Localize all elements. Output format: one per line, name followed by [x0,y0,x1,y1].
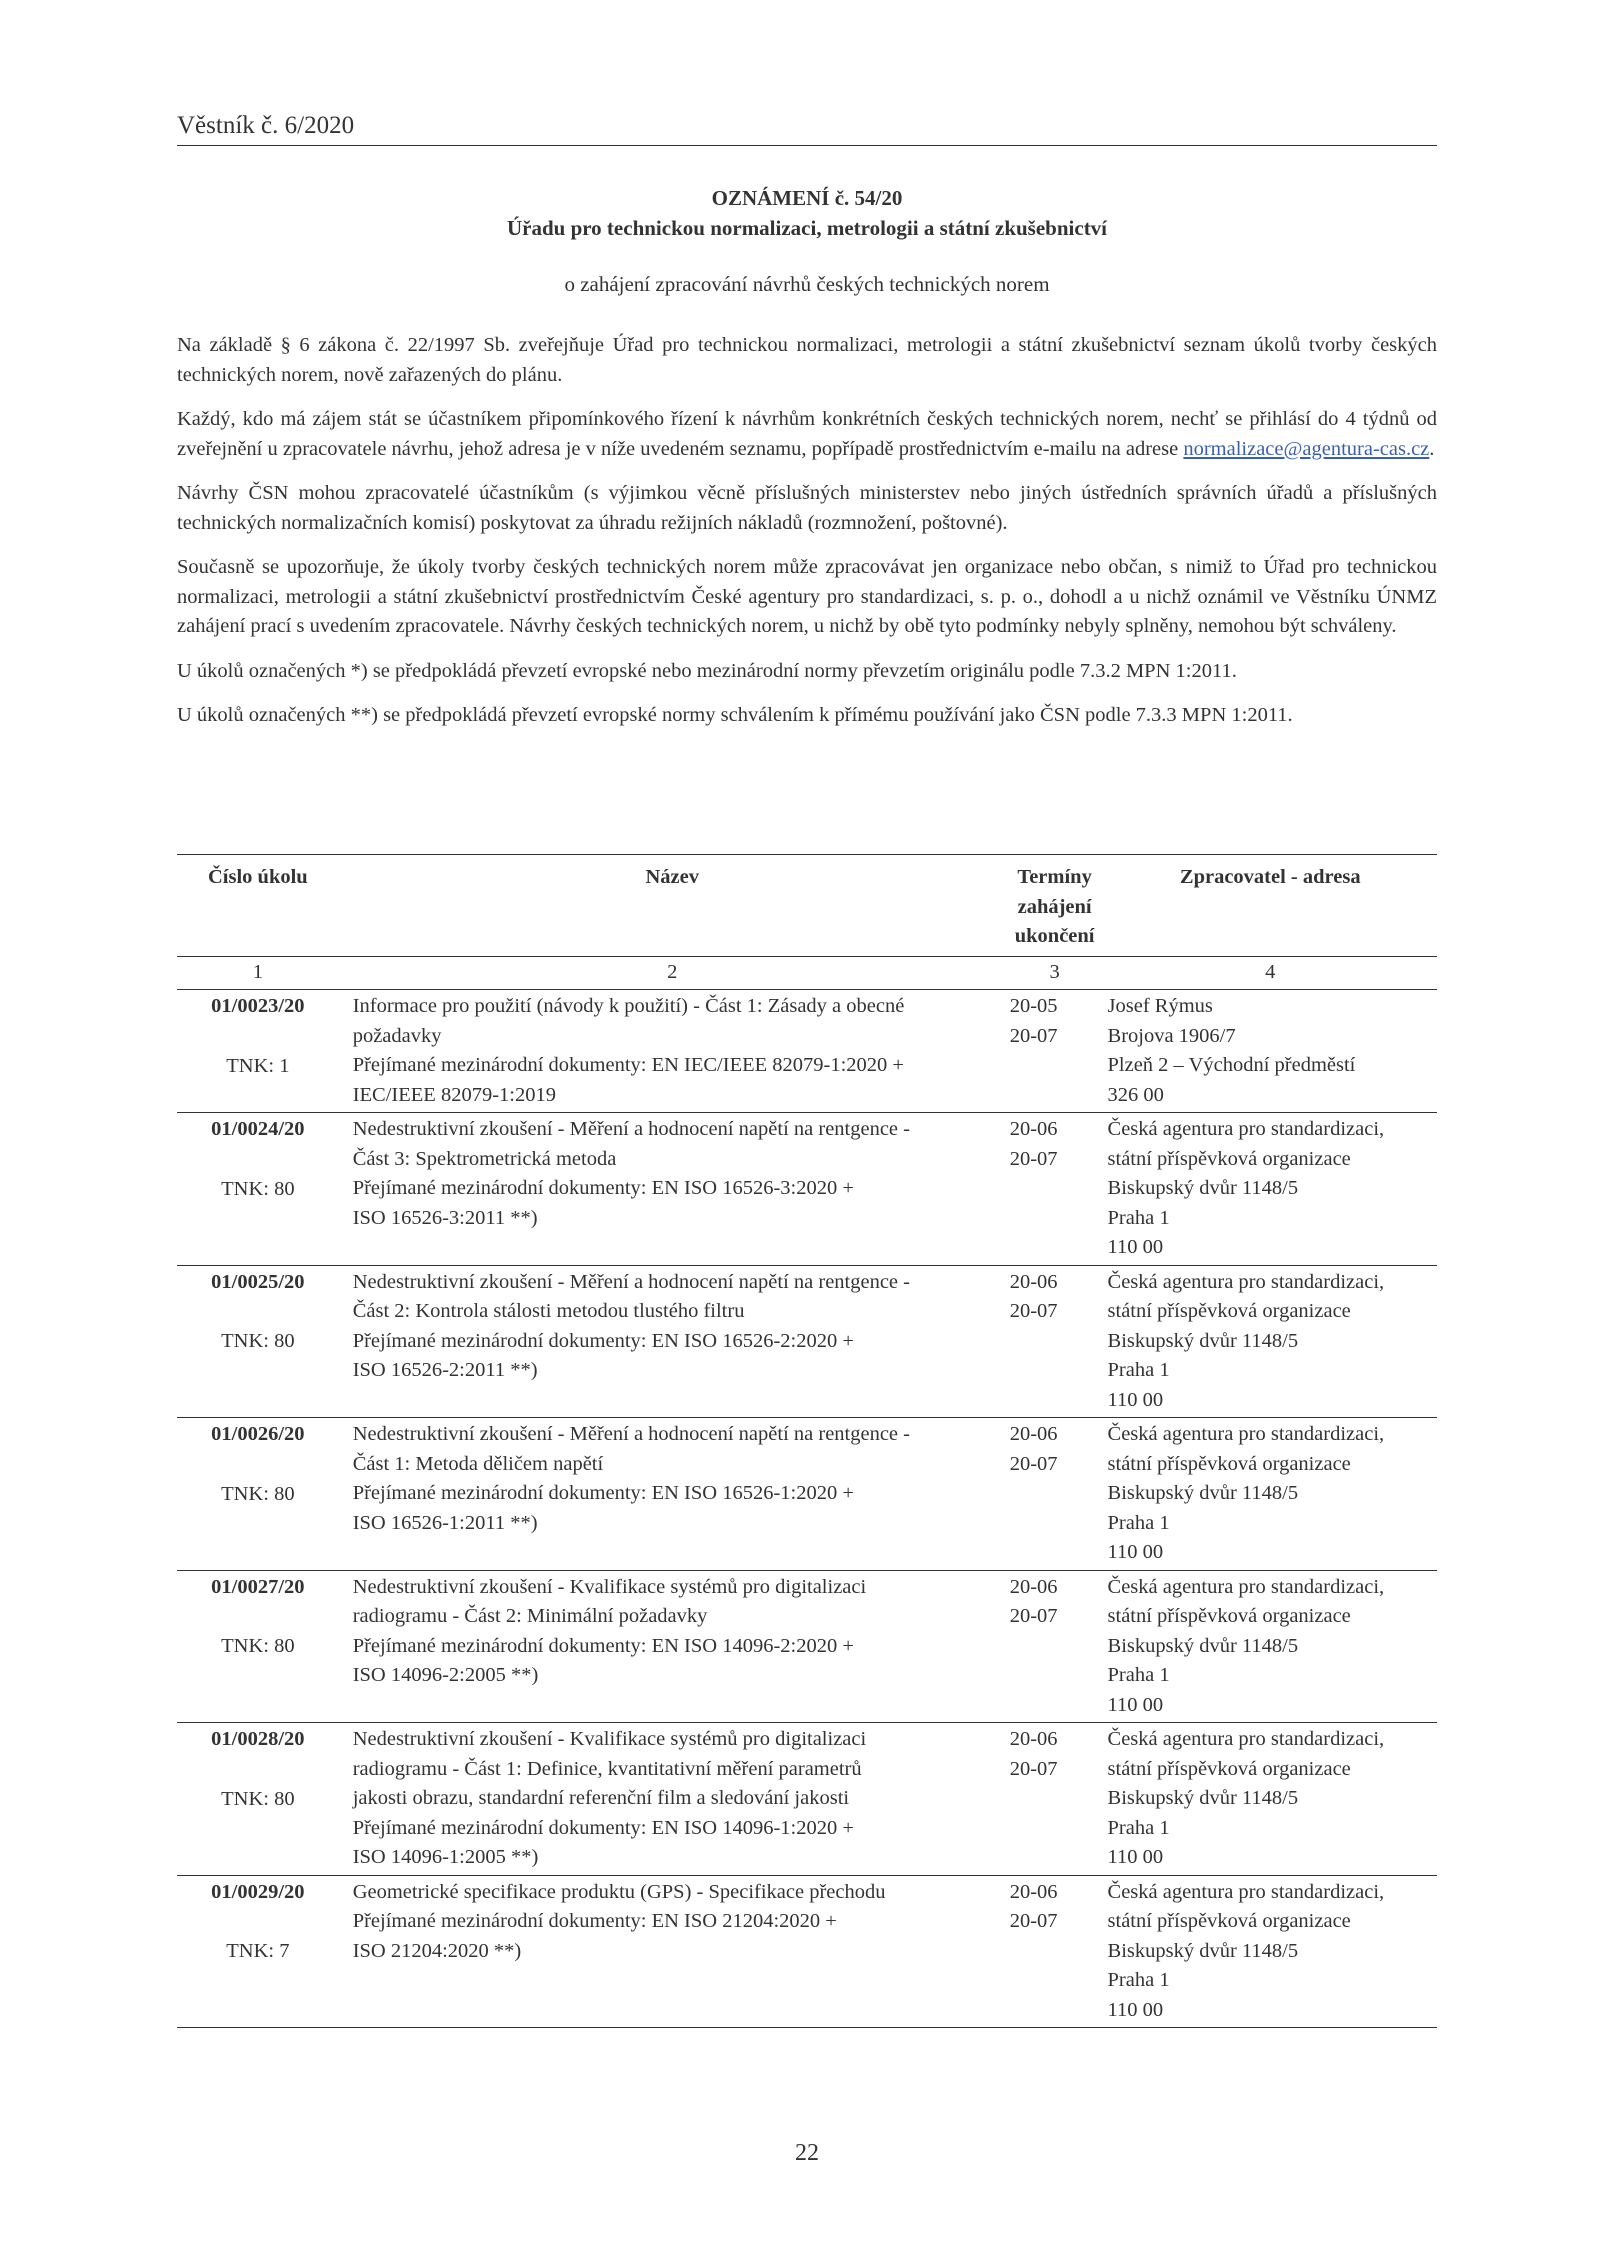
address-line: 110 00 [1107,1541,1164,1563]
paragraph-participation [177,405,1437,464]
task-name-line: ISO 14096-1:2005 **) [352,1846,539,1868]
tnk-label: TNK: 80 [221,1787,295,1810]
task-name-line: jakosti obrazu, standardní referenční film a sledování jakosti [352,1787,850,1809]
processor-address-cell [1104,1265,1437,1418]
task-name-line: Nedestruktivní zkoušení - Měření a hodnocení napětí na rentgence - [352,1270,910,1293]
header-rule [177,145,1437,146]
notice-title: OZNÁMENÍ č. 54/20 [711,186,903,210]
address-line: Praha 1 [1107,1206,1170,1229]
task-number: 01/0023/20 [211,995,305,1017]
task-name-line: požadavky [352,1024,442,1047]
address-line: Biskupský dvůr 1148/5 [1107,1787,1299,1809]
address-line: Česká agentura pro standardizaci, [1107,1728,1385,1750]
header-terms-line-1: Termíny [1017,866,1092,888]
notice-body [177,331,1437,746]
task-name-line: ISO 16526-1:2011 **) [352,1511,538,1534]
term-end: 20-07 [1009,1605,1058,1627]
tasks-table [177,854,1437,2028]
header-processor: Zpracovatel - adresa [1104,855,1437,957]
task-name-line: Část 1: Metoda děličem napětí [352,1452,604,1475]
address-line: Praha 1 [1107,1664,1170,1686]
paragraph-participation-end: . [1429,437,1435,460]
task-name-line: ISO 14096-2:2005 **) [352,1664,539,1686]
term-end: 20-07 [1009,1757,1058,1780]
header-name: Název [339,855,1006,957]
table-row [177,1418,1437,1571]
table-row [177,1875,1437,2028]
table-header-row [177,855,1437,957]
term-end: 20-07 [1009,1300,1058,1322]
address-line: Josef Rýmus [1107,995,1213,1017]
task-name-line: Geometrické specifikace produktu (GPS) - Specifikace přechodu [352,1880,886,1903]
task-number: 01/0025/20 [211,1270,305,1293]
term-start: 20-06 [1009,1880,1058,1903]
address-line: Praha 1 [1107,1816,1170,1839]
address-line: státní příspěvková organizace [1107,1757,1351,1780]
address-line: Praha 1 [1107,1511,1170,1534]
task-name-line: Přejímané mezinárodní dokumenty: EN ISO 21204:2020 + [352,1910,837,1932]
task-name-line: ISO 16526-3:2011 **) [352,1206,538,1229]
address-line: Praha 1 [1107,1359,1170,1381]
header-task-number: Číslo úkolu [177,855,339,957]
table-row [177,1265,1437,1418]
term-start: 20-06 [1009,1118,1058,1140]
column-number: 4 [1104,956,1437,990]
column-number-row [177,956,1437,990]
task-id-cell [177,1723,339,1876]
paragraph-fees: Návrhy ČSN mohou zpracovatelé účastníkům (s výjimkou věcně příslušných ministerstev nebo jiných ústředních správních úřadů a příslušných technických normalizačních komisí) poskytovat za úhradu režijních nákladů (rozmnožení, poštovné). [177,482,1437,534]
tnk-label: TNK: 80 [221,1635,295,1657]
tnk-label: TNK: 80 [221,1330,295,1352]
task-name-line: Nedestruktivní zkoušení - Kvalifikace systémů pro digitalizaci [352,1728,867,1750]
email-link[interactable]: normalizace@agentura-cas.cz [1183,437,1430,460]
tnk-label: TNK: 1 [226,1054,290,1077]
tnk-label: TNK: 80 [221,1177,295,1200]
paragraph-note-double-star: U úkolů označených **) se předpokládá převzetí evropské normy schválením k přímému používání jako ČSN podle 7.3.3 MPN 1:2011. [177,704,1293,726]
address-line: 326 00 [1107,1083,1164,1106]
task-name-line: Přejímané mezinárodní dokumenty: EN ISO 14096-2:2020 + [352,1634,854,1657]
paragraph-participation-text: Každý, kdo má zájem stát se účastníkem připomínkového řízení k návrhům konkrétních českých technických norem, nechť se přihlásí do 4 týdnů od zveřejnění u zpracovatele návrhu, jehož adresa je v níže uvedeném seznamu, popřípadě prostřednictvím e-mailu na adrese [177,408,1437,460]
task-name-cell [339,1723,1006,1876]
header-terms [1006,855,1104,957]
address-line: 110 00 [1107,1693,1164,1716]
task-name-cell [339,990,1006,1113]
task-number: 01/0026/20 [211,1423,305,1445]
notice-authority: Úřadu pro technickou normalizaci, metrologii a státní zkušebnictví [506,216,1108,240]
task-name-line: radiogramu - Část 1: Definice, kvantitativní měření parametrů [352,1757,862,1780]
task-terms-cell [1006,1723,1104,1876]
address-line: Plzeň 2 – Východní předměstí [1107,1054,1356,1076]
paragraph-legal-basis: Na základě § 6 zákona č. 22/1997 Sb. zveřejňuje Úřad pro technickou normalizaci, metrologii a státní zkušebnictví seznam úkolů tvorby českých technických norem, nově zařazených do plánu. [177,334,1437,386]
processor-address-cell [1104,1418,1437,1571]
term-end: 20-07 [1009,1452,1058,1475]
task-terms-cell [1006,990,1104,1113]
task-name-line: IEC/IEEE 82079-1:2019 [352,1083,556,1106]
task-name-line: ISO 21204:2020 **) [352,1939,522,1962]
task-name-line: Nedestruktivní zkoušení - Měření a hodnocení napětí na rentgence - [352,1423,910,1445]
address-line: státní příspěvková organizace [1107,1605,1351,1627]
table-row [177,1113,1437,1266]
task-id-cell [177,1875,339,2028]
address-line: 110 00 [1107,1388,1164,1411]
processor-address-cell [1104,990,1437,1113]
task-name-cell [339,1875,1006,2028]
task-id-cell [177,1113,339,1266]
task-name-line: Přejímané mezinárodní dokumenty: EN ISO 16526-1:2020 + [352,1482,854,1504]
header-terms-line-2: zahájení [1017,895,1092,918]
address-line: státní příspěvková organizace [1107,1452,1351,1475]
task-terms-cell [1006,1875,1104,2028]
task-name-cell [339,1418,1006,1571]
column-number: 2 [339,956,1006,990]
term-start: 20-06 [1009,1728,1058,1750]
notice-title-block [177,183,1437,243]
page-number: 22 [795,2140,819,2166]
paragraph-note-single-star: U úkolů označených *) se předpokládá převzetí evropské nebo mezinárodní normy převzetím originálu podle 7.3.2 MPN 1:2011. [177,659,1237,682]
paragraph-conditions: Současně se upozorňuje, že úkoly tvorby českých technických norem může zpracovávat jen organizace nebo občan, s nimiž to Úřad pro technickou normalizaci, metrologii a státní zkušebnictví prostřednictvím České agentury pro standardizaci, s. p. o., dohodl a u nichž oznámil ve Věstníku ÚNMZ zahájení prací s uvedením zpracovatele. Návrhy českých technických norem, u nichž by obě tyto podmínky nebyly splněny, nemohou být schváleny. [177,556,1437,637]
processor-address-cell [1104,1875,1437,2028]
address-line: státní příspěvková organizace [1107,1147,1351,1170]
address-line: státní příspěvková organizace [1107,1910,1351,1932]
task-number: 01/0027/20 [211,1575,305,1598]
header-terms-line-3: ukončení [1014,925,1095,947]
tnk-label: TNK: 80 [221,1482,295,1505]
task-name-line: ISO 16526-2:2011 **) [352,1359,538,1381]
task-name-line: Část 3: Spektrometrická metoda [352,1147,617,1170]
task-name-line: Přejímané mezinárodní dokumenty: EN IEC/IEEE 82079-1:2020 + [352,1054,904,1076]
address-line: 110 00 [1107,1846,1164,1868]
address-line: Česká agentura pro standardizaci, [1107,1270,1385,1293]
term-end: 20-07 [1009,1024,1058,1047]
task-name-line: Část 2: Kontrola stálosti metodou tlustého filtru [352,1300,745,1322]
term-start: 20-05 [1009,995,1058,1017]
tnk-label: TNK: 7 [226,1940,290,1962]
task-name-line: Informace pro použití (návody k použití) - Část 1: Zásady a obecné [352,995,905,1017]
address-line: Biskupský dvůr 1148/5 [1107,1939,1299,1962]
table-row [177,1723,1437,1876]
task-name-cell [339,1570,1006,1723]
address-line: Praha 1 [1107,1969,1170,1991]
task-number: 01/0029/20 [211,1880,305,1903]
task-terms-cell [1006,1418,1104,1571]
address-line: Česká agentura pro standardizaci, [1107,1118,1385,1140]
task-number: 01/0024/20 [211,1118,305,1140]
address-line: Česká agentura pro standardizaci, [1107,1575,1385,1598]
notice-subtitle: o zahájení zpracování návrhů českých technických norem [564,272,1050,296]
task-id-cell [177,1418,339,1571]
term-end: 20-07 [1009,1910,1058,1932]
column-number: 1 [177,956,339,990]
address-line: 110 00 [1107,1236,1164,1258]
task-name-line: Přejímané mezinárodní dokumenty: EN ISO 16526-2:2020 + [352,1329,854,1352]
address-line: Biskupský dvůr 1148/5 [1107,1329,1299,1352]
processor-address-cell [1104,1113,1437,1266]
task-name-line: Přejímané mezinárodní dokumenty: EN ISO 14096-1:2020 + [352,1816,854,1839]
address-line: Biskupský dvůr 1148/5 [1107,1482,1299,1504]
task-id-cell [177,1265,339,1418]
running-head: Věstník č. 6/2020 [177,112,355,139]
table-row [177,1570,1437,1723]
address-line: 110 00 [1107,1998,1164,2021]
task-number: 01/0028/20 [211,1728,305,1750]
task-name-cell [339,1265,1006,1418]
task-name-line: radiogramu - Část 2: Minimální požadavky [352,1605,708,1627]
address-line: Česká agentura pro standardizaci, [1107,1880,1385,1903]
table-row [177,990,1437,1113]
address-line: Česká agentura pro standardizaci, [1107,1423,1385,1445]
column-number: 3 [1006,956,1104,990]
task-name-line: Přejímané mezinárodní dokumenty: EN ISO 16526-3:2020 + [352,1177,854,1199]
address-line: Brojova 1906/7 [1107,1024,1236,1047]
address-line: Biskupský dvůr 1148/5 [1107,1177,1299,1199]
processor-address-cell [1104,1570,1437,1723]
term-start: 20-06 [1009,1270,1058,1293]
term-start: 20-06 [1009,1423,1058,1445]
address-line: státní příspěvková organizace [1107,1300,1351,1322]
task-id-cell [177,990,339,1113]
term-end: 20-07 [1009,1147,1058,1170]
task-name-line: Nedestruktivní zkoušení - Měření a hodnocení napětí na rentgence - [352,1118,910,1140]
processor-address-cell [1104,1723,1437,1876]
task-terms-cell [1006,1570,1104,1723]
term-start: 20-06 [1009,1575,1058,1598]
task-terms-cell [1006,1113,1104,1266]
task-terms-cell [1006,1265,1104,1418]
address-line: Biskupský dvůr 1148/5 [1107,1634,1299,1657]
task-id-cell [177,1570,339,1723]
task-name-line: Nedestruktivní zkoušení - Kvalifikace systémů pro digitalizaci [352,1575,867,1598]
task-name-cell [339,1113,1006,1266]
